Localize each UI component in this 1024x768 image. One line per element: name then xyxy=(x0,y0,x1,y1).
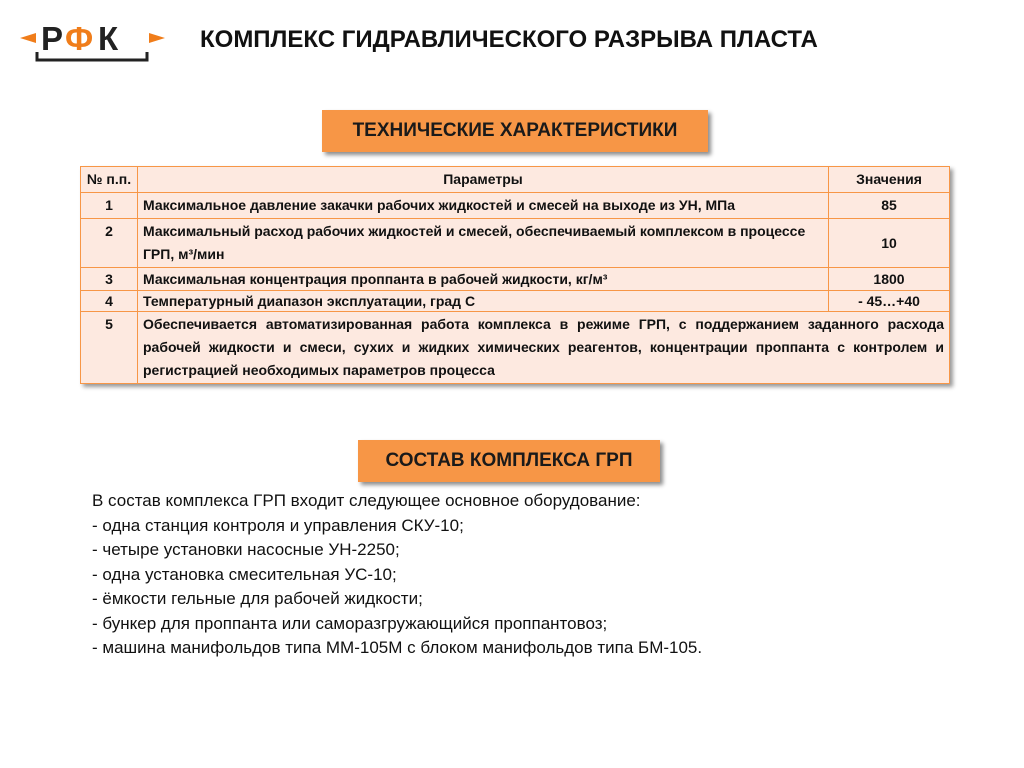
row-param: Максимальная концентрация проппанта в рабочей жидкости, кг/м³ xyxy=(138,268,829,291)
list-item: - машина манифольдов типа ММ-105М с блоком манифольдов типа БМ-105. xyxy=(92,638,703,657)
page-title: КОМПЛЕКС ГИДРАВЛИЧЕСКОГО РАЗРЫВА ПЛАСТА xyxy=(200,26,818,53)
row-number: 3 xyxy=(81,268,138,291)
row-value: 1800 xyxy=(829,268,950,291)
list-item: В состав комплекса ГРП входит следующее основное оборудование: xyxy=(92,491,641,510)
row-param: Обеспечивается автоматизированная работа комплекса в режиме ГРП, с поддержанием заданного расхода рабочей жидкости и смеси, сухих и жидких химических реагентов, концентрации проппанта с контролем и регистрацией необходимых параметров процесса xyxy=(138,312,950,384)
list-item: - ёмкости гельные для рабочей жидкости; xyxy=(92,589,423,608)
header-number: № п.п. xyxy=(81,167,138,193)
table-header-row xyxy=(81,167,950,193)
row-value: 85 xyxy=(829,193,950,219)
header-values: Значения xyxy=(829,167,950,193)
row-param: Максимальный расход рабочих жидкостей и смесей, обеспечиваемый комплексом в процессе ГРП, м³/мин xyxy=(138,219,829,268)
section-heading-specs: ТЕХНИЧЕСКИЕ ХАРАКТЕРИСТИКИ xyxy=(322,110,708,152)
company-logo xyxy=(20,18,165,68)
section-heading-composition: СОСТАВ КОМПЛЕКСА ГРП xyxy=(358,440,660,482)
row-value: 10 xyxy=(829,219,950,268)
list-item: - одна станция контроля и управления СКУ-10; xyxy=(92,515,464,535)
composition-list xyxy=(92,489,702,661)
row-number: 4 xyxy=(81,291,138,312)
svg-text:К: К xyxy=(98,20,119,57)
svg-text:Ф: Ф xyxy=(65,20,94,57)
table-row xyxy=(81,291,950,312)
list-item: - бункер для проппанта или саморазгружающийся проппантовоз; xyxy=(92,613,608,633)
list-item: - четыре установки насосные УН-2250; xyxy=(92,540,400,559)
table-row xyxy=(81,312,950,384)
table-row xyxy=(81,219,950,268)
table-row xyxy=(81,268,950,291)
row-number: 2 xyxy=(81,219,138,268)
row-number: 1 xyxy=(81,193,138,219)
svg-text:Р: Р xyxy=(41,20,64,57)
table-row xyxy=(81,193,950,219)
list-item: - одна установка смесительная УС-10; xyxy=(92,564,397,584)
row-param: Температурный диапазон эксплуатации, град С xyxy=(138,291,829,312)
row-param: Максимальное давление закачки рабочих жидкостей и смесей на выходе из УН, МПа xyxy=(138,193,829,219)
header-parameters: Параметры xyxy=(138,167,829,193)
row-value: - 45…+40 xyxy=(829,291,950,312)
specs-table xyxy=(80,166,950,384)
row-number: 5 xyxy=(81,312,138,384)
